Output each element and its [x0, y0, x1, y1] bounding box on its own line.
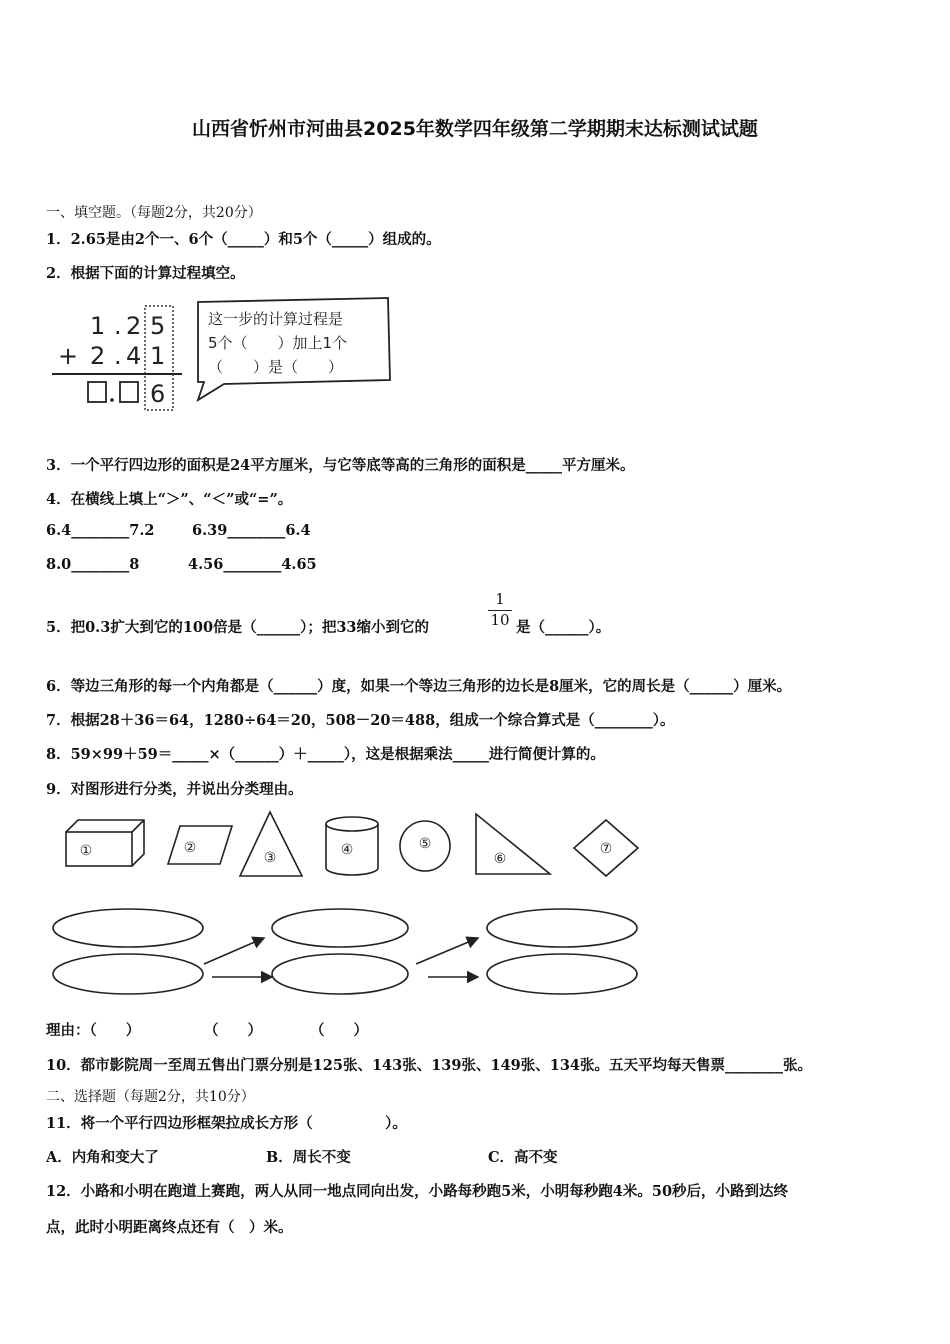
section-2-heading: 二、选择题（每题2分，共10分）	[46, 1089, 255, 1105]
ellipse-group	[487, 909, 637, 947]
question-6: 6．等边三角形的每一个内角都是（______）度，如果一个等边三角形的边长是8厘米，它的周长是（______）厘米。	[46, 678, 792, 695]
question-3: 3．一个平行四边形的面积是24平方厘米，与它等底等高的三角形的面积是_____平方厘米。	[46, 457, 635, 474]
bubble-line: 这一步的计算过程是	[208, 310, 344, 328]
shape-label: ⑤	[418, 836, 432, 852]
fraction	[486, 590, 514, 629]
cuboid-shape	[66, 820, 144, 866]
question-5-part1: 5．把0.3扩大到它的100倍是（______）；把33缩小到它的	[46, 619, 430, 636]
row1-digit: .	[114, 312, 122, 340]
question-10: 10．都市影院周一至周五售出门票分别是125张、143张、139张、149张、134张。五天平均每天售票________张。	[46, 1057, 813, 1074]
option-a: A．内角和变大了	[46, 1149, 159, 1166]
triangle-shape	[240, 812, 302, 876]
compare-item: 4.56________4.65	[188, 556, 317, 573]
row2-digit: 1	[150, 342, 166, 370]
shape-label: ①	[79, 843, 93, 859]
arrow	[416, 938, 478, 964]
shapes-figure	[50, 806, 650, 882]
reason-3: （ ）	[310, 1022, 368, 1039]
addition-figure	[48, 296, 398, 414]
shape-label: ③	[263, 850, 277, 866]
question-8: 8．59×99＋59＝_____×（______）＋_____），这是根据乘法_____进行简便计算的。	[46, 746, 605, 763]
page-title: 山西省忻州市河曲县2025年数学四年级第二学期期末达标测试试题	[192, 118, 758, 140]
parallelogram-shape	[168, 826, 232, 864]
result-digit: 6	[150, 380, 166, 408]
question-5-part2: 是（______）。	[516, 619, 611, 636]
row1-digit: 1	[90, 312, 106, 340]
question-9: 9．对图形进行分类，并说出分类理由。	[46, 781, 303, 798]
answer-box	[88, 382, 106, 402]
fraction-denominator: 10	[490, 611, 510, 629]
question-4: 4．在横线上填上“＞”、“＜”或“=”。	[46, 491, 293, 508]
row2-digit: .	[114, 342, 122, 370]
reason-1: 理由：（ ）	[46, 1022, 141, 1039]
option-c: C．高不变	[488, 1149, 558, 1166]
row1-digit: 2	[126, 312, 142, 340]
ellipse-group	[487, 954, 637, 994]
question-1: 1．2.65是由2个一、6个（_____）和5个（_____）组成的。	[46, 231, 441, 248]
shape-label: ⑦	[599, 841, 613, 857]
compare-item: 6.39________6.4	[192, 522, 311, 539]
ellipse-group	[272, 954, 408, 994]
decimal-point	[110, 398, 114, 402]
ellipse-group	[53, 909, 203, 947]
row2-digit: 2	[90, 342, 106, 370]
right-triangle-shape	[476, 814, 550, 874]
bubble-line: （ ）是（ ）	[208, 358, 344, 376]
question-2: 2．根据下面的计算过程填空。	[46, 265, 245, 282]
compare-item: 6.4________7.2	[46, 522, 155, 539]
bubble-line: 5个（ ）加上1个	[208, 334, 348, 352]
shape-label: ④	[340, 842, 354, 858]
question-7: 7．根据28＋36＝64，1280÷64＝20，508－20＝488，组成一个综合算式是（________）。	[46, 712, 675, 729]
fraction-numerator: 1	[495, 590, 505, 608]
question-12-line1: 12．小路和小明在跑道上赛跑，两人从同一地点同向出发，小路每秒跑5米，小明每秒跑4米。50秒后，小路到达终	[46, 1183, 789, 1200]
compare-item: 8.0________8	[46, 556, 140, 573]
question-12-line2: 点，此时小明距离终点还有（ ）米。	[46, 1219, 293, 1236]
reason-2: （ ）	[204, 1022, 262, 1039]
row1-digit: 5	[150, 312, 166, 340]
classification-diagram	[48, 904, 648, 1000]
row2-digit: +	[58, 342, 79, 370]
shape-label: ⑥	[493, 851, 507, 867]
section-1-heading: 一、填空题。（每题2分，共20分）	[46, 205, 262, 221]
question-11: 11．将一个平行四边形框架拉成长方形（ ）。	[46, 1115, 407, 1132]
ellipse-group	[272, 909, 408, 947]
row2-digit: 4	[126, 342, 142, 370]
arrow	[204, 938, 264, 964]
ellipse-group	[53, 954, 203, 994]
shape-label: ②	[183, 840, 197, 856]
option-b: B．周长不变	[266, 1149, 351, 1166]
answer-box	[120, 382, 138, 402]
